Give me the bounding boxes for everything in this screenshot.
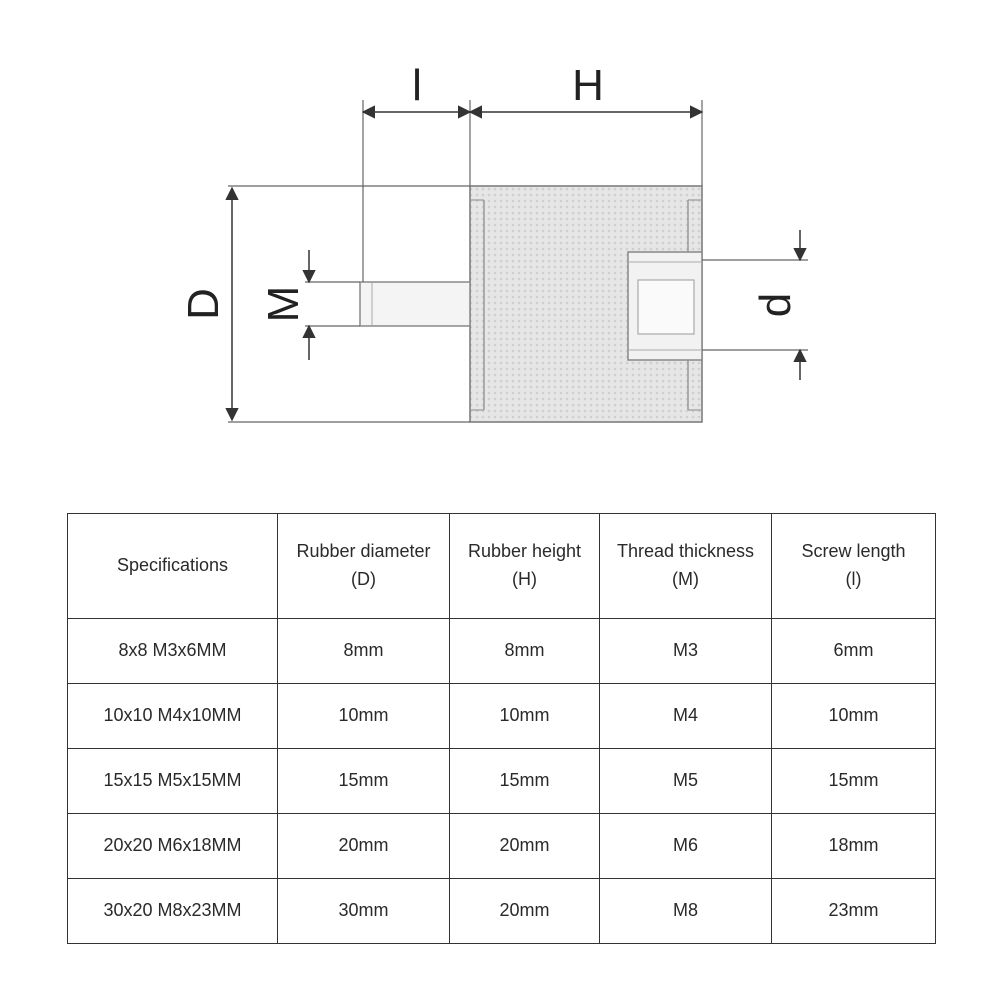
label-h: H xyxy=(572,61,604,110)
cell-height: 20mm xyxy=(450,814,600,879)
label-d-lower: d xyxy=(751,292,800,318)
cell-height: 10mm xyxy=(450,684,600,749)
header-rubber-diameter: Rubber diameter (D) xyxy=(278,514,450,619)
cell-diameter: 20mm xyxy=(278,814,450,879)
table-row xyxy=(68,749,936,814)
header-thread-thickness: Thread thickness (M) xyxy=(600,514,772,619)
cell-screw-length: 18mm xyxy=(772,814,936,879)
cell-spec: 8x8 M3x6MM xyxy=(68,619,278,684)
table-header-row xyxy=(68,514,936,619)
label-l: l xyxy=(412,61,422,110)
cell-thread: M6 xyxy=(600,814,772,879)
cell-height: 15mm xyxy=(450,749,600,814)
cell-screw-length: 15mm xyxy=(772,749,936,814)
threaded-hole xyxy=(628,252,702,360)
cell-diameter: 10mm xyxy=(278,684,450,749)
cell-thread: M5 xyxy=(600,749,772,814)
cell-screw-length: 23mm xyxy=(772,879,936,944)
cell-spec: 10x10 M4x10MM xyxy=(68,684,278,749)
header-rubber-height: Rubber height (H) xyxy=(450,514,600,619)
header-screw-length: Screw length (l) xyxy=(772,514,936,619)
screw-stud xyxy=(360,282,470,326)
label-d-upper: D xyxy=(179,288,228,320)
cell-spec: 20x20 M6x18MM xyxy=(68,814,278,879)
cell-screw-length: 10mm xyxy=(772,684,936,749)
cell-diameter: 30mm xyxy=(278,879,450,944)
cell-thread: M4 xyxy=(600,684,772,749)
cell-diameter: 8mm xyxy=(278,619,450,684)
spec-table xyxy=(67,513,936,944)
cell-thread: M3 xyxy=(600,619,772,684)
cell-screw-length: 6mm xyxy=(772,619,936,684)
table-row xyxy=(68,619,936,684)
cell-height: 8mm xyxy=(450,619,600,684)
cell-height: 20mm xyxy=(450,879,600,944)
label-m: M xyxy=(259,285,308,323)
cell-diameter: 15mm xyxy=(278,749,450,814)
header-specifications: Specifications xyxy=(68,514,278,619)
cell-thread: M8 xyxy=(600,879,772,944)
table-row xyxy=(68,879,936,944)
cell-spec: 30x20 M8x23MM xyxy=(68,879,278,944)
table-row xyxy=(68,684,936,749)
cell-spec: 15x15 M5x15MM xyxy=(68,749,278,814)
table-row xyxy=(68,814,936,879)
